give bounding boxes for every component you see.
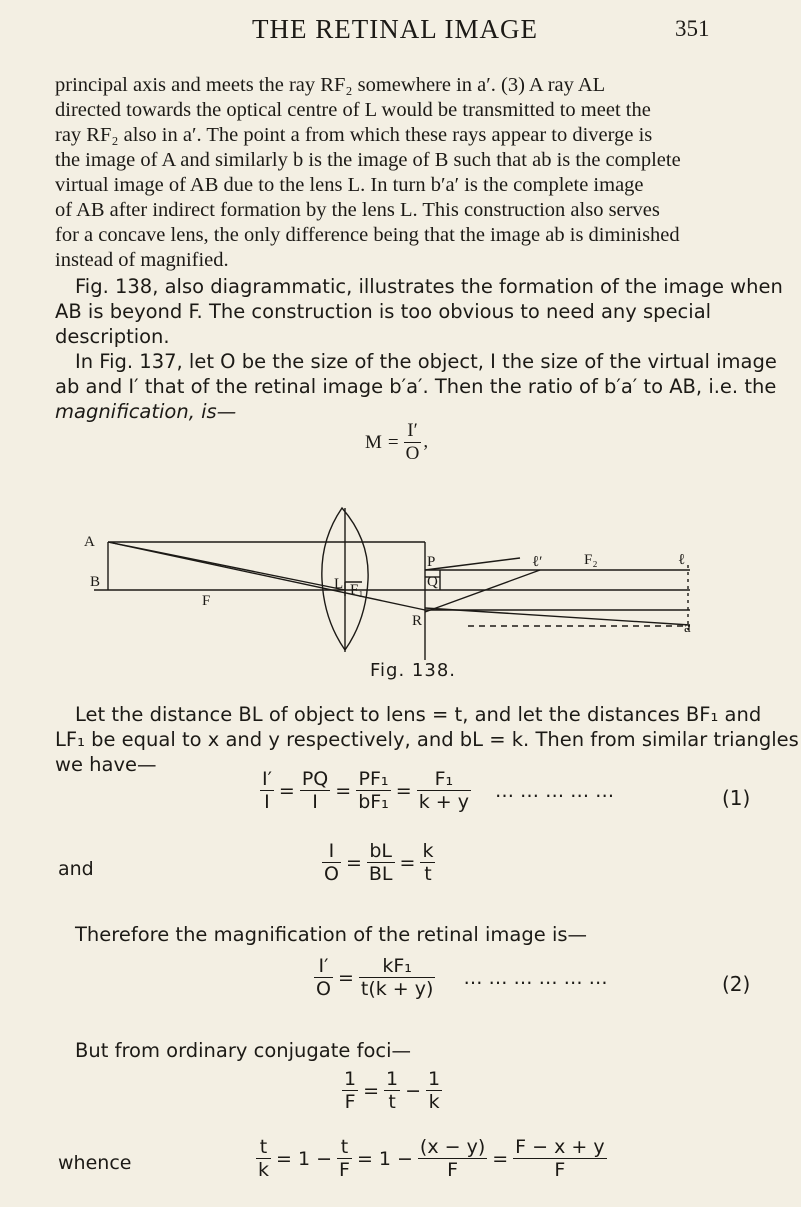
- frac-denominator: O: [405, 443, 420, 464]
- text-line: LF₁ be equal to x and y respectively, and bL = k. Then from similar triangles: [55, 728, 799, 751]
- text-line: instead of magnified.: [55, 249, 229, 271]
- label-F: F: [202, 593, 211, 609]
- label-l-prime: ℓ′: [532, 554, 543, 570]
- text-line: ray RF₂ also in a′. The point a from which these rays appear to diverge is: [55, 124, 653, 146]
- equation-number-1: (1): [722, 786, 751, 810]
- text-line: directed towards the optical centre of L would be transmitted to meet the: [55, 99, 651, 121]
- label-l: ℓ: [678, 552, 686, 568]
- text-line: In Fig. 137, let O be the size of the object, I the size of the virtual image: [75, 350, 777, 373]
- label-a: a: [684, 620, 691, 636]
- text-line: for a concave lens, the only difference being that the image ab is diminished: [55, 224, 680, 246]
- word-whence: whence: [58, 1152, 132, 1174]
- equation-and: $\frac{I}{O}$ = $\frac{bL}{BL}$ = $\frac{k}{t}$: [324, 840, 434, 885]
- frac-numerator: I′: [404, 420, 422, 443]
- figure-138-diagram: [80, 500, 720, 660]
- equation-2: $\frac{I'}{O}$ = $\frac{\text{kF₁}}{t(k + y)}$ … … … … … …: [316, 955, 608, 1000]
- text-line: Fig. 138, also diagrammatic, illustrates the formation of the image when: [75, 275, 783, 298]
- text-line: of AB after indirect formation by the lens L. This construction also serves: [55, 199, 660, 221]
- label-R: R: [412, 613, 423, 629]
- label-B: B: [90, 574, 101, 590]
- text-line: we have—: [55, 753, 157, 776]
- eq-lhs: M: [365, 431, 382, 453]
- label-L: L: [334, 576, 344, 592]
- equation-magnification: M = $\frac{I'}{O}$ ,: [365, 420, 429, 464]
- label-A: A: [84, 534, 95, 550]
- paragraph-conjugate-foci: [55, 1038, 767, 1063]
- page-number: 351: [675, 16, 710, 41]
- equation-1: $\frac{I'}{I}$ = $\frac{PQ}{I}$ = $\frac{\text{PF₁}}{\text{bF₁}}$ = $\frac{\text{F₁}}{k + y}$ … … … … …: [262, 768, 615, 813]
- text-line: principal axis and meets the ray RF₂ somewhere in a′. (3) A ray AL: [55, 74, 606, 96]
- paragraph-similar-triangles: [55, 702, 799, 777]
- paragraph-fig137: [55, 349, 777, 424]
- word-and: and: [58, 858, 94, 880]
- label-F1: F₁: [350, 582, 364, 598]
- running-title: THE RETINAL IMAGE: [252, 14, 538, 44]
- text-line: virtual image of AB due to the lens L. In turn b′a′ is the complete image: [55, 174, 644, 196]
- text-line: ab and I′ that of the retinal image b′a′. Then the ratio of b′a′ to AB, i.e. the: [55, 375, 777, 398]
- label-F2: F₂: [584, 552, 598, 568]
- text-line: Let the distance BL of object to lens = t, and let the distances BF₁ and: [75, 703, 762, 726]
- text-line: the image of A and similarly b is the image of B such that ab is the complete: [55, 149, 681, 171]
- label-Q: Q: [427, 574, 438, 590]
- text-line: AB is beyond F. The construction is too obvious to need any special: [55, 300, 712, 323]
- figure-caption: Fig. 138.: [370, 660, 456, 681]
- text-line: magnification, is—: [55, 400, 237, 423]
- equation-conjugate-foci: $\frac{1}{F}$ = $\frac{1}{t}$ − $\frac{1}{k}$: [344, 1068, 441, 1113]
- paragraph-therefore: [55, 922, 767, 947]
- text-line: description.: [55, 325, 170, 348]
- label-P: P: [427, 554, 436, 570]
- text-line: But from ordinary conjugate foci—: [75, 1039, 412, 1062]
- paragraph-continuation: [55, 73, 767, 273]
- equation-number-2: (2): [722, 972, 751, 996]
- text-line: Therefore the magnification of the retinal image is—: [75, 923, 588, 946]
- equation-whence: $\frac{t}{k}$ = 1 − $\frac{t}{F}$ = 1 − $\frac{(x - y)}{F}$ = $\frac{F - x + y}{F}$: [258, 1136, 605, 1181]
- paragraph-fig138: [55, 274, 783, 349]
- page-header: [0, 8, 801, 48]
